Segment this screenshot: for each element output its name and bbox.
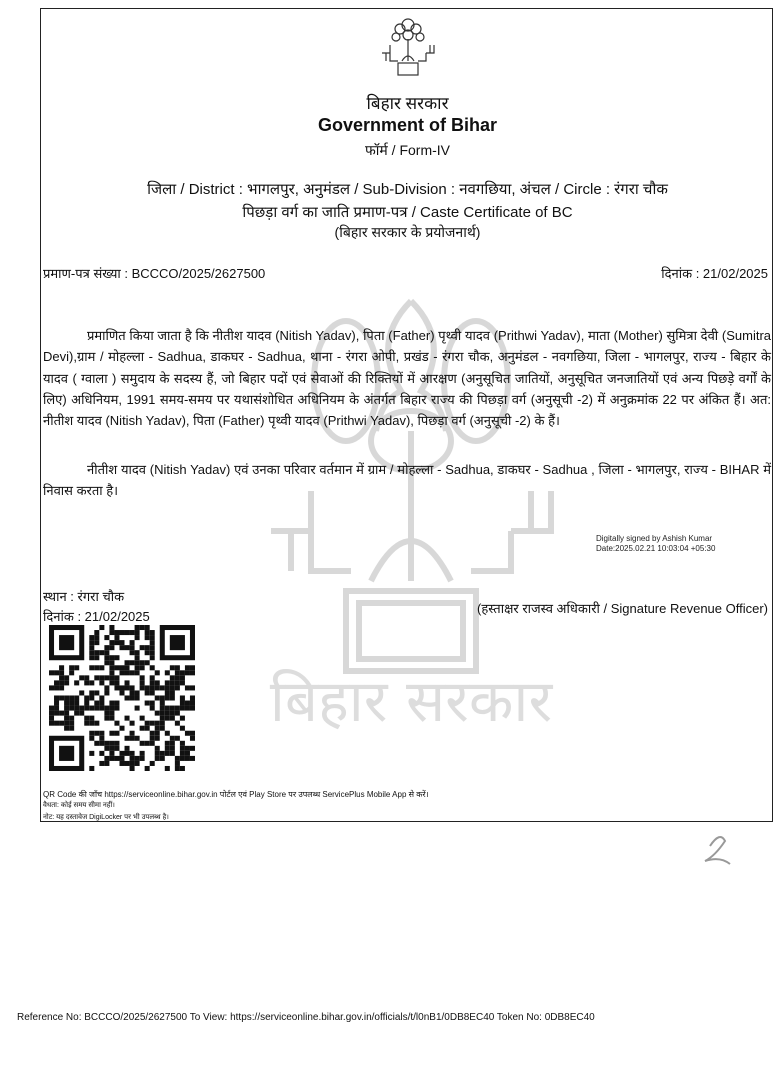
form-number: फॉर्म / Form-IV [364, 142, 450, 158]
paragraph-2-text: नीतीश यादव (Nitish Yadav) एवं उनका परिवार वर्तमान में ग्राम / मोहल्ला - Sadhua, डाकघर - Sadhua , जिला - भागलपुर, राज्य - BIHAR में निवास करता है। [43, 462, 771, 499]
signature-label: (हस्ताक्षर राजस्व अधिकारी / Signature Revenue Officer) [477, 601, 768, 616]
district-line [41, 179, 774, 199]
validity-note: वैधता: कोई समय सीमा नहीं। [43, 802, 115, 809]
digital-signature-date: Date:2025.02.21 10:03:04 +05:30 [596, 544, 716, 553]
digital-signature-signer: Digitally signed by Ashish Kumar [596, 534, 713, 543]
hindi-government-title: बिहार सरकार [366, 94, 449, 113]
district-value: भागलपुर, अनुमंडल / Sub-Division : नवगछिया, अंचल / Circle : रंगरा चौक [247, 181, 668, 198]
certificate-body-paragraph-1 [43, 325, 771, 431]
certificate-title: पिछड़ा वर्ग का जाति प्रमाण-पत्र / Caste Certificate of BC [242, 204, 573, 221]
certificate-body-paragraph-2 [43, 459, 771, 502]
bihar-emblem-icon [378, 11, 438, 79]
certificate-purpose: (बिहार सरकार के प्रयोजनार्थ) [334, 224, 481, 240]
pen-scribble-icon [690, 826, 750, 876]
signing-date: दिनांक : 21/02/2025 [43, 609, 150, 624]
reference-footer: Reference No: BCCCO/2025/2627500 To View: https://serviceonline.bihar.gov.in/officials/t/l0nB1/0DB8EC40 Token No: 0DB8EC40 [17, 1012, 595, 1023]
government-title: Government of Bihar [317, 115, 498, 135]
paragraph-1-text: प्रमाणित किया जाता है कि नीतीश यादव (Nitish Yadav), पिता (Father) पृथ्वी यादव (Prithwi Yadav), माता (Mother) सुमित्रा देवी (Sumitra Devi),ग्राम / मोहल्ला - Sadhua, डाकघर - Sadhua, थाना - रंगरा ओपी, प्रखंड - रंगरा चौक, अनुमंडल - नवगछिया, जिला - भागलपुर, राज्य - बिहार के यादव ( ग्वाला ) समुदाय के सदस्य हैं, जो बिहार पदों एवं सेवाओं की रिक्तियों में आरक्षण (अनुसूचित जातियों, अनुसूचित जनजातियों एवं अन्य पिछड़े वर्गों के लिए) अधिनियम, 1991 समय-समय पर यथासंशोधित अधिनियम के अंतर्गत बिहार राज्य की पिछड़ा वर्ग (अनुसूची -2) में अनुक्रमांक 22 पर अंकित हैं। अत: नीतीश यादव (Nitish Yadav), पिता (Father) पृथ्वी यादव (Prithwi Yadav), पिछड़ा वर्ग (अनुसूची -2) के हैं। [43, 328, 771, 429]
certificate-frame [40, 8, 773, 822]
place: स्थान : रंगरा चौक [43, 589, 125, 604]
qr-verification-note: QR Code की जाँच https://serviceonline.bihar.gov.in पोर्टल एवं Play Store पर उपलब्ध ServicePlus Mobile App से करें। [43, 790, 429, 799]
issue-date: दिनांक : 21/02/2025 [661, 266, 768, 281]
digital-signature-block [596, 534, 715, 554]
watermark-text: बिहार सरकार [269, 667, 553, 735]
district-label: जिला / District : [147, 181, 243, 198]
certificate-number: प्रमाण-पत्र संख्या : BCCCO/2025/2627500 [43, 266, 266, 281]
qr-code-icon [49, 625, 195, 771]
digilocker-note: नोट: यह दस्तावेज DigiLocker पर भी उपलब्ध है। [43, 814, 169, 821]
